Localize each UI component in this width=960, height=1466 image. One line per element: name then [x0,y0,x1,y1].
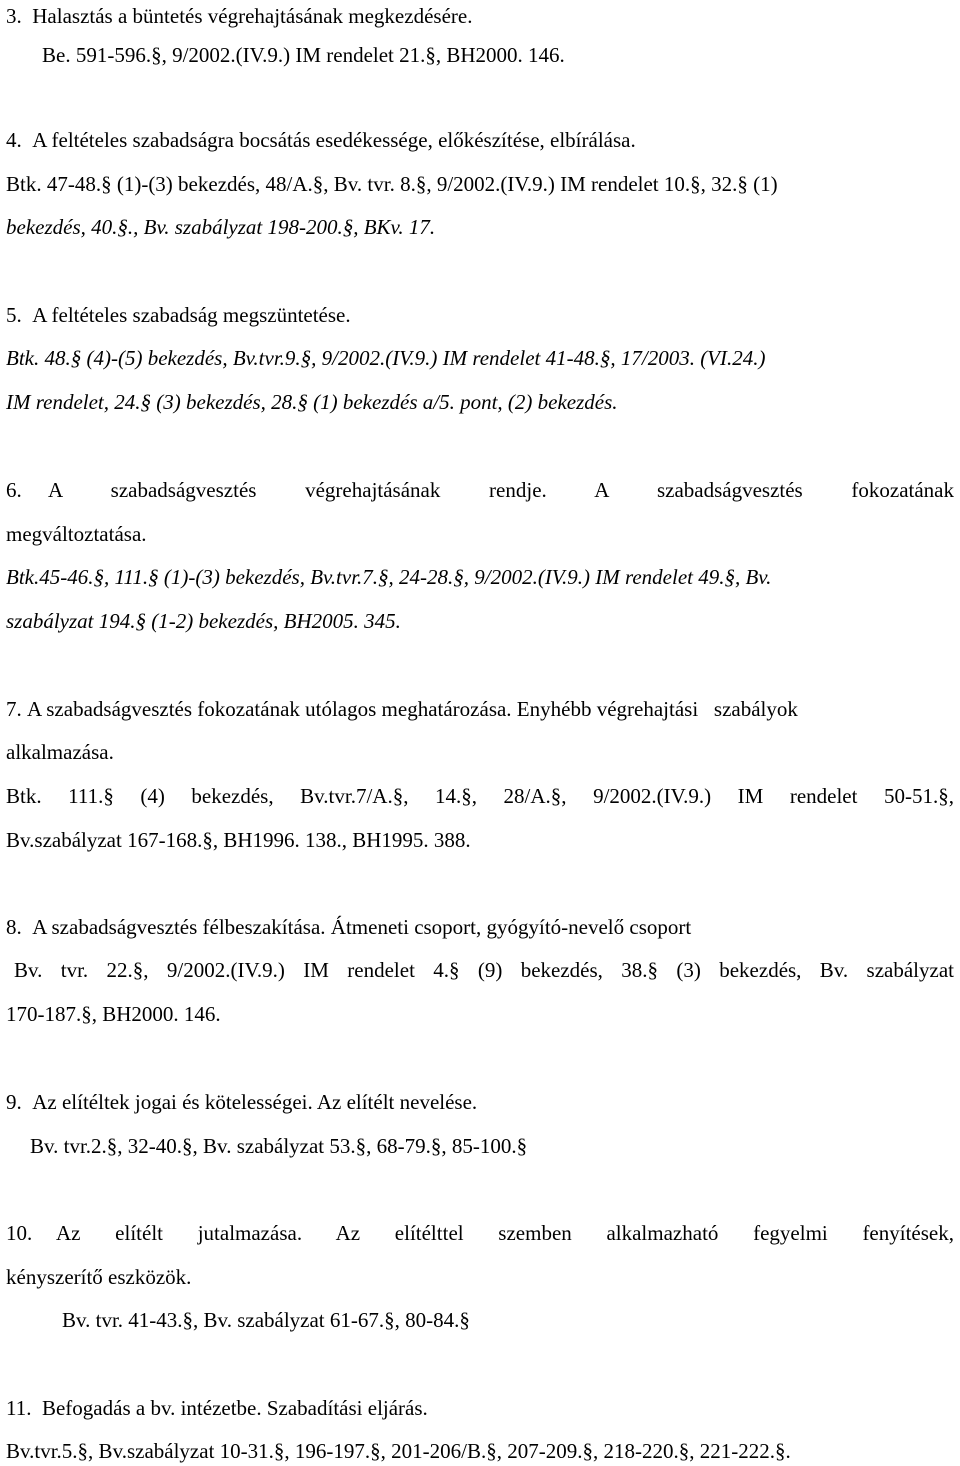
section-9-heading [6,1092,477,1113]
section-title: A szabadságvesztés félbeszakítása. Átmeneti csoport, gyógyító-nevelő csoport [32,915,692,939]
section-title: Az elítéltek jogai és kötelességei. Az elítélt nevelése. [32,1090,478,1114]
section-title: A feltételes szabadság megszüntetése. [32,303,351,327]
section-10-title-line-2: kényszerítő eszközök. [6,1265,192,1289]
section-10-ref-line-1: Bv. tvr. 41-43.§, Bv. szabályzat 61-67.§, 80-84.§ [62,1308,470,1332]
section-4-ref-line-1: Btk. 47-48.§ (1)-(3) bekezdés, 48/A.§, Bv. tvr. 8.§, 9/2002.(IV.9.) IM rendelet 10.§, 32.§ (1) [6,172,778,196]
section-title-line-1: A szabadságvesztés fokozatának utólagos meghatározása. Enyhébb végrehajtási szabályok [27,697,798,721]
section-4-ref-line-2: bekezdés, 40.§., Bv. szabályzat 198-200.§, BKv. 17. [6,215,436,239]
section-7-ref-line-1: Btk. 111.§ (4) bekezdés, Bv.tvr.7/A.§, 14.§, 28/A.§, 9/2002.(IV.9.) IM rendelet 50-51.§, [6,784,954,808]
section-number: 9. [6,1090,22,1114]
section-7-title-line-2: alkalmazása. [6,740,114,764]
section-11-heading [6,1398,428,1419]
section-8-ref-line-2: 170-187.§, BH2000. 146. [6,1002,221,1026]
section-9-ref-line-1: Bv. tvr.2.§, 32-40.§, Bv. szabályzat 53.§, 68-79.§, 85-100.§ [30,1134,528,1158]
section-6-title-line-1: A szabadságvesztés végrehajtásának rendje. A szabadságvesztés fokozatának [48,478,954,502]
section-5-ref-line-2: IM rendelet, 24.§ (3) bekezdés, 28.§ (1) bekezdés a/5. pont, (2) bekezdés. [6,390,618,414]
section-number: 5. [6,303,22,327]
section-3-heading [6,6,472,27]
section-6-ref-line-1: Btk.45-46.§, 111.§ (1)-(3) bekezdés, Bv.tvr.7.§, 24-28.§, 9/2002.(IV.9.) IM rendelet 49.§, Bv. [6,565,772,589]
section-number: 4. [6,128,22,152]
section-8-ref-line-1: Bv. tvr. 22.§, 9/2002.(IV.9.) IM rendelet 4.§ (9) bekezdés, 38.§ (3) bekezdés, Bv. szabályzat [14,958,954,982]
section-3-ref-line-1: Be. 591-596.§, 9/2002.(IV.9.) IM rendelet 21.§, BH2000. 146. [42,43,565,67]
section-4-heading [6,130,636,151]
section-number: 7. [6,697,22,721]
section-7-ref-line-2: Bv.szabályzat 167-168.§, BH1996. 138., BH1995. 388. [6,828,471,852]
section-10-number: 10. [6,1221,33,1245]
section-10-title-line-1: Az elítélt jutalmazása. Az elítélttel szemben alkalmazható fegyelmi fenyítések, [56,1221,954,1245]
section-title: Befogadás a bv. intézetbe. Szabadítási eljárás. [41,1396,428,1420]
section-number: 3. [6,4,22,28]
section-6-ref-line-2: szabályzat 194.§ (1-2) bekezdés, BH2005. 345. [6,609,401,633]
section-number: 8. [6,915,22,939]
section-5-heading [6,305,351,326]
section-7-heading [6,699,798,720]
section-title: Halasztás a büntetés végrehajtásának megkezdésére. [32,4,473,28]
section-number: 11. [6,1396,32,1420]
section-6-title-line-2: megváltoztatása. [6,522,147,546]
section-8-heading [6,917,691,938]
section-11-ref-line-1: Bv.tvr.5.§, Bv.szabályzat 10-31.§, 196-197.§, 201-206/B.§, 207-209.§, 218-220.§, 221-222.§. [6,1439,791,1463]
section-5-ref-line-1: Btk. 48.§ (4)-(5) bekezdés, Bv.tvr.9.§, 9/2002.(IV.9.) IM rendelet 41-48.§, 17/2003. (VI.24.) [6,346,766,370]
section-title: A feltételes szabadságra bocsátás esedékessége, előkészítése, elbírálása. [32,128,636,152]
section-6-number: 6. [6,478,22,502]
